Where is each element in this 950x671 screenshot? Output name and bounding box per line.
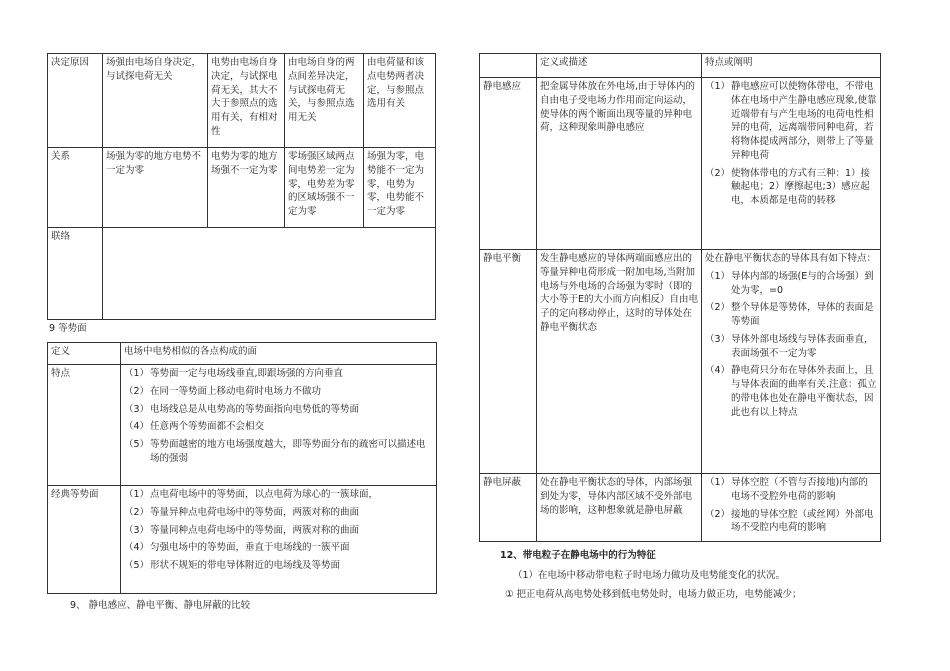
table-cell: 场强由电场自身决定，与试探电荷无关 bbox=[103, 54, 208, 148]
row-label: 联络 bbox=[48, 228, 103, 320]
header-cell bbox=[480, 54, 537, 78]
list-item bbox=[705, 167, 877, 208]
table-cell: 电场中电势相似的各点构成的面 bbox=[121, 343, 437, 365]
feature-list bbox=[705, 270, 877, 420]
table-row bbox=[480, 250, 881, 474]
list-item bbox=[124, 385, 433, 399]
item-text: 导体空腔（不管与否接地)内部的电场不受腔外电荷的影响 bbox=[731, 477, 868, 502]
item-number: （1） bbox=[705, 477, 731, 488]
table-row bbox=[48, 365, 437, 486]
item-text: 导体内部的场强(E与的合场强）到处为零，=0 bbox=[731, 270, 874, 296]
item-text: 等量异种点电荷电场中的等势面，两簇对称的曲面 bbox=[150, 506, 360, 518]
item-text: 接地的导体空腔（或丝网）外部电场不受腔内电荷的影响 bbox=[731, 508, 874, 534]
item-text: 任意两个等势面都不会相交 bbox=[150, 421, 265, 433]
item-number: （3） bbox=[124, 524, 150, 536]
list-item bbox=[705, 80, 877, 163]
table-cell: 场强为零的地方电势不一定为零 bbox=[103, 148, 208, 228]
table-row bbox=[480, 78, 881, 250]
feature-list bbox=[705, 476, 877, 535]
feature-list bbox=[705, 80, 877, 208]
item-number: （2） bbox=[705, 167, 731, 179]
item-number: （1） bbox=[705, 270, 731, 282]
item-number: （5） bbox=[124, 439, 150, 451]
item-text: 等势面越密的地方电场强度越大，即等势面分布的疏密可以描述电场的强弱 bbox=[150, 439, 426, 464]
item-number: （1） bbox=[124, 368, 150, 379]
table-row bbox=[48, 486, 437, 594]
list-item bbox=[124, 559, 433, 573]
item-number: （1） bbox=[124, 489, 150, 500]
list-item bbox=[124, 541, 433, 555]
list-item bbox=[705, 301, 877, 329]
table-cell: 电势为零的地方场强不一定为零 bbox=[208, 148, 285, 228]
equipotential-table bbox=[47, 342, 437, 594]
row-label: 定义 bbox=[48, 343, 121, 365]
section-title: 12、带电粒子在静电场中的行为特征 bbox=[500, 550, 656, 561]
item-number: （2） bbox=[705, 508, 731, 520]
item-number: （2） bbox=[124, 385, 150, 397]
table-cell bbox=[103, 228, 436, 320]
item-number: （2） bbox=[705, 302, 731, 314]
header-cell: 特点或阐明 bbox=[702, 54, 881, 78]
list-item bbox=[124, 367, 433, 381]
item-number: （1） bbox=[705, 81, 731, 92]
item-text: 等势面一定与电场线垂直,即跟场强的方向垂直 bbox=[150, 368, 344, 379]
table-cell bbox=[121, 365, 437, 486]
table-cell bbox=[121, 486, 437, 594]
item-text: 在同一等势面上移动电荷时电场力不做功 bbox=[150, 385, 322, 397]
list-item bbox=[124, 506, 433, 520]
item-text: 静电荷只分布在导体外表面上，且与导体表面的曲率有关.注意：孤立的带电体也处在静电平衡状态，因此也有以上特点 bbox=[731, 365, 877, 418]
list-item bbox=[705, 364, 877, 419]
table-cell: 由电荷量和该点电势两者决定，与参照点选用有关 bbox=[364, 54, 436, 148]
table-cell: 由电场自身的两点间差异决定，与试探电荷无关，与参照点选用无关 bbox=[285, 54, 364, 148]
table-row bbox=[48, 148, 436, 228]
item-number: （5） bbox=[124, 560, 150, 572]
list-item bbox=[124, 438, 433, 466]
section-title: 9 等势面 bbox=[49, 323, 87, 334]
section-title: 9、 静电感应、静电平衡、静电屏蔽的比较 bbox=[70, 600, 251, 611]
item-text: 等量同种点电荷电场中的等势面，两簇对称的曲面 bbox=[150, 524, 360, 536]
table-cell: 发生静电感应的导体两端面感应出的等量异种电荷形成一附加电场,当附加电场与外电场的合场强为零时（即的大小等于E的大小而方向相反）自由电子的定向移动停止，这时的导体处在静电平衡状态 bbox=[537, 250, 702, 474]
list-item bbox=[705, 333, 877, 361]
header-cell: 定义或描述 bbox=[537, 54, 702, 78]
item-text: 点电荷电场中的等势面，以点电荷为球心的一簇球面， bbox=[150, 489, 379, 500]
row-label: 静电平衡 bbox=[480, 250, 537, 474]
item-number: （2） bbox=[124, 506, 150, 518]
table-cell: 场强为零，电势能不一定为零，电势为零，电势能不一定为零 bbox=[364, 148, 436, 228]
list-item bbox=[705, 508, 877, 536]
feature-list bbox=[124, 367, 433, 466]
electrostatic-table bbox=[479, 53, 881, 542]
table-cell: 把金属导体放在外电场,由于导体内的自由电子受电场力作用而定向运动，使导体的两个断面出现等量的异种电荷，这种现象叫静电感应 bbox=[537, 78, 702, 250]
table-cell bbox=[702, 250, 881, 474]
table-cell bbox=[702, 474, 881, 542]
item-number: （4） bbox=[124, 542, 150, 554]
item-number: （4） bbox=[705, 365, 731, 377]
row-label: 关系 bbox=[48, 148, 103, 228]
row-label: 静电感应 bbox=[480, 78, 537, 250]
item-text: 静电感应可以使物体带电，不带电体在电场中产生静电感应现象,使靠近端带有与产生电场的电荷电性相异的电荷，远离端带同种电荷，若将物体提成两部分，则带上了等量异种电荷 bbox=[731, 81, 877, 161]
table-row bbox=[480, 474, 881, 542]
table-row bbox=[48, 228, 436, 320]
list-item bbox=[705, 270, 877, 298]
item-text: 电场线总是从电势高的等势面指向电势低的等势面 bbox=[150, 403, 360, 415]
item-text: 形状不规矩的带电导体附近的电场线及等势面 bbox=[150, 560, 341, 572]
table-row bbox=[48, 54, 436, 148]
list-item bbox=[124, 420, 433, 434]
intro-text: 处在静电平衡状态的导体具有如下特点： bbox=[705, 253, 877, 264]
table-cell bbox=[702, 78, 881, 250]
list-item bbox=[124, 524, 433, 538]
paragraph: ① 把正电荷从高电势处移到低电势处时，电场力做正功，电势能减少； bbox=[505, 589, 802, 600]
table-row bbox=[48, 343, 437, 365]
table-cell: 零场强区域两点间电势差一定为零，电势差为零的区域场强不一定为零 bbox=[285, 148, 364, 228]
list-item bbox=[705, 476, 877, 504]
classic-list bbox=[124, 488, 433, 573]
table-cell: 电势由电场自身决定，与试探电荷无关，其大不大于参照点的选用有关，有相对性 bbox=[208, 54, 285, 148]
item-text: 导体外部电场线与导体表面垂直，表面场强不一定为零 bbox=[731, 333, 874, 359]
paragraph: （1）在电场中移动带电粒子时电场力做功及电势能变化的状况。 bbox=[513, 570, 786, 581]
list-item bbox=[124, 403, 433, 417]
item-number: （3） bbox=[705, 333, 731, 345]
table-header-row bbox=[480, 54, 881, 78]
row-label: 静电屏蔽 bbox=[480, 474, 537, 542]
item-text: 使物体带电的方式有三种：1）接触起电；2）摩擦起电;3）感应起电，本质都是电荷的转移 bbox=[731, 167, 871, 207]
table-cell: 处在静电平衡状态的导体，内部场强到处为零，导体内部区域不受外部电场的影响，这种想象就是静电屏蔽 bbox=[537, 474, 702, 542]
row-label: 经典等势面 bbox=[48, 486, 121, 594]
item-number: （3） bbox=[124, 403, 150, 415]
item-number: （4） bbox=[124, 421, 150, 433]
row-label: 特点 bbox=[48, 365, 121, 486]
item-text: 整个导体是等势体，导体的表面是等势面 bbox=[731, 302, 874, 328]
row-label: 决定原因 bbox=[48, 54, 103, 148]
comparison-table bbox=[47, 53, 436, 320]
list-item bbox=[124, 488, 433, 502]
item-text: 匀强电场中的等势面，垂直于电场线的一簇平面 bbox=[150, 542, 350, 554]
